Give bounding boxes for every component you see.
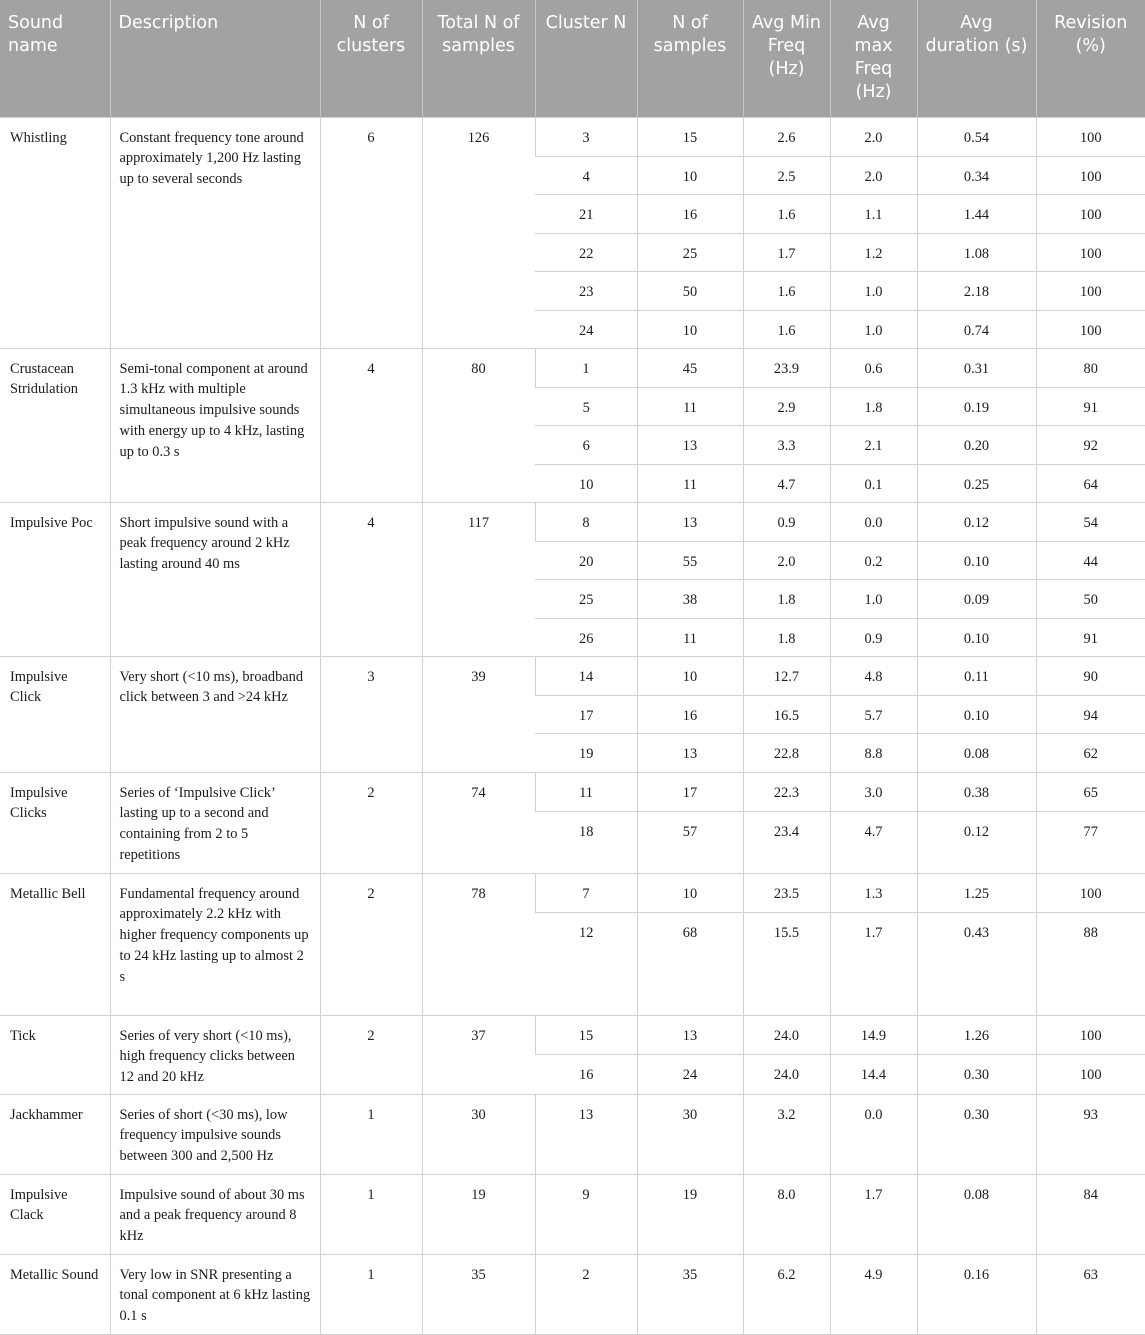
avg-max-freq-cell: 1.2: [830, 233, 917, 271]
n-samples-cell: 13: [637, 502, 743, 541]
sound-name-cell: Impulsive Poc: [0, 502, 110, 656]
revision-cell: 44: [1036, 541, 1145, 579]
n-samples-cell: 25: [637, 233, 743, 271]
avg-duration-cell: 0.31: [917, 348, 1036, 387]
total-samples-cell: 37: [422, 1015, 535, 1094]
n-clusters-cell: 1: [320, 1094, 422, 1174]
avg-max-freq-cell: 0.2: [830, 541, 917, 579]
description-cell: Series of short (<30 ms), low frequency impulsive sounds between 300 and 2,500 Hz: [110, 1094, 320, 1174]
revision-cell: 50: [1036, 579, 1145, 618]
cluster-n-cell: 24: [535, 310, 637, 348]
cluster-n-cell: 4: [535, 156, 637, 194]
table-header: [0, 0, 1145, 117]
avg-max-freq-cell: 1.1: [830, 194, 917, 233]
cluster-n-cell: 11: [535, 772, 637, 811]
avg-duration-cell: 0.09: [917, 579, 1036, 618]
n-clusters-cell: 3: [320, 656, 422, 772]
n-samples-cell: 10: [637, 310, 743, 348]
avg-max-freq-cell: 0.1: [830, 464, 917, 502]
table-row: [0, 1254, 1145, 1334]
description-cell: Very short (<10 ms), broadband click between 3 and >24 kHz: [110, 656, 320, 772]
avg-min-freq-cell: 1.6: [743, 271, 830, 310]
sound-name-cell: Impulsive Clicks: [0, 772, 110, 873]
total-samples-cell: 19: [422, 1174, 535, 1254]
avg-min-freq-cell: 3.3: [743, 425, 830, 464]
avg-max-freq-cell: 14.9: [830, 1015, 917, 1054]
n-samples-cell: 30: [637, 1094, 743, 1174]
n-samples-cell: 38: [637, 579, 743, 618]
avg-max-freq-cell: 2.1: [830, 425, 917, 464]
cluster-n-cell: 25: [535, 579, 637, 618]
n-clusters-cell: 2: [320, 1015, 422, 1094]
cluster-n-cell: 14: [535, 656, 637, 695]
table-row: [0, 873, 1145, 912]
avg-max-freq-cell: 1.7: [830, 1174, 917, 1254]
avg-duration-cell: 0.11: [917, 656, 1036, 695]
avg-duration-cell: 0.10: [917, 541, 1036, 579]
revision-cell: 84: [1036, 1174, 1145, 1254]
revision-cell: 100: [1036, 1054, 1145, 1094]
sound-name-cell: Metallic Sound: [0, 1254, 110, 1334]
table-row: [0, 348, 1145, 387]
cluster-n-cell: 7: [535, 873, 637, 912]
n-clusters-cell: 6: [320, 117, 422, 348]
avg-max-freq-cell: 4.7: [830, 811, 917, 873]
revision-cell: 90: [1036, 656, 1145, 695]
n-samples-cell: 45: [637, 348, 743, 387]
total-samples-cell: 39: [422, 656, 535, 772]
cluster-n-cell: 8: [535, 502, 637, 541]
description-cell: Series of very short (<10 ms), high frequency clicks between 12 and 20 kHz: [110, 1015, 320, 1094]
revision-cell: 92: [1036, 425, 1145, 464]
description-cell: Semi-tonal component at around 1.3 kHz with multiple simultaneous impulsive sounds with energy up to 4 kHz, lasting up to 0.3 s: [110, 348, 320, 502]
avg-duration-header: Avg duration (s): [917, 0, 1036, 117]
avg-duration-cell: 0.19: [917, 387, 1036, 425]
avg-min-freq-header: Avg Min Freq (Hz): [743, 0, 830, 117]
description-cell: Fundamental frequency around approximately 2.2 kHz with higher frequency components up to 24 kHz lasting up to almost 2 s: [110, 873, 320, 1015]
description-cell: Impulsive sound of about 30 ms and a peak frequency around 8 kHz: [110, 1174, 320, 1254]
cluster-n-cell: 18: [535, 811, 637, 873]
avg-max-freq-cell: 0.0: [830, 502, 917, 541]
avg-duration-cell: 0.54: [917, 117, 1036, 156]
revision-header: Revision (%): [1036, 0, 1145, 117]
sound-name-cell: Crustacean Stridulation: [0, 348, 110, 502]
n-samples-cell: 11: [637, 387, 743, 425]
total-samples-cell: 80: [422, 348, 535, 502]
avg-duration-cell: 1.08: [917, 233, 1036, 271]
avg-max-freq-cell: 2.0: [830, 117, 917, 156]
avg-duration-cell: 1.25: [917, 873, 1036, 912]
avg-max-freq-cell: 2.0: [830, 156, 917, 194]
description-cell: Very low in SNR presenting a tonal component at 6 kHz lasting 0.1 s: [110, 1254, 320, 1334]
cluster-n-cell: 6: [535, 425, 637, 464]
avg-duration-cell: 0.12: [917, 811, 1036, 873]
total-samples-cell: 30: [422, 1094, 535, 1174]
avg-min-freq-cell: 2.5: [743, 156, 830, 194]
total-samples-cell: 74: [422, 772, 535, 873]
revision-cell: 65: [1036, 772, 1145, 811]
n-clusters-cell: 1: [320, 1174, 422, 1254]
n-samples-cell: 17: [637, 772, 743, 811]
table-row: [0, 117, 1145, 156]
revision-cell: 100: [1036, 156, 1145, 194]
avg-duration-cell: 0.08: [917, 1174, 1036, 1254]
avg-min-freq-cell: 23.9: [743, 348, 830, 387]
n-samples-cell: 35: [637, 1254, 743, 1334]
avg-min-freq-cell: 23.4: [743, 811, 830, 873]
avg-max-freq-cell: 1.7: [830, 912, 917, 1015]
n-samples-cell: 13: [637, 1015, 743, 1054]
avg-max-freq-header: Avg max Freq (Hz): [830, 0, 917, 117]
table-row: [0, 502, 1145, 541]
n-samples-header: N of samples: [637, 0, 743, 117]
table-body: [0, 117, 1145, 1334]
avg-min-freq-cell: 1.8: [743, 579, 830, 618]
n-samples-cell: 68: [637, 912, 743, 1015]
avg-min-freq-cell: 2.0: [743, 541, 830, 579]
avg-duration-cell: 0.10: [917, 695, 1036, 733]
table-row: [0, 1015, 1145, 1054]
cluster-n-cell: 16: [535, 1054, 637, 1094]
n-samples-cell: 16: [637, 695, 743, 733]
n-clusters-cell: 2: [320, 873, 422, 1015]
revision-cell: 100: [1036, 873, 1145, 912]
sound-name-cell: Whistling: [0, 117, 110, 348]
revision-cell: 63: [1036, 1254, 1145, 1334]
n-samples-cell: 24: [637, 1054, 743, 1094]
total-samples-cell: 126: [422, 117, 535, 348]
cluster-n-cell: 21: [535, 194, 637, 233]
avg-duration-cell: 0.30: [917, 1054, 1036, 1094]
avg-max-freq-cell: 1.0: [830, 579, 917, 618]
table-row: [0, 1174, 1145, 1254]
cluster-n-cell: 1: [535, 348, 637, 387]
sound-name-cell: Impulsive Clack: [0, 1174, 110, 1254]
cluster-n-cell: 23: [535, 271, 637, 310]
avg-duration-cell: 2.18: [917, 271, 1036, 310]
cluster-n-cell: 5: [535, 387, 637, 425]
revision-cell: 100: [1036, 271, 1145, 310]
revision-cell: 88: [1036, 912, 1145, 1015]
revision-cell: 100: [1036, 310, 1145, 348]
avg-min-freq-cell: 6.2: [743, 1254, 830, 1334]
sound-name-cell: Tick: [0, 1015, 110, 1094]
cluster-n-cell: 26: [535, 618, 637, 656]
avg-max-freq-cell: 3.0: [830, 772, 917, 811]
cluster-n-cell: 9: [535, 1174, 637, 1254]
n-samples-cell: 55: [637, 541, 743, 579]
revision-cell: 94: [1036, 695, 1145, 733]
avg-min-freq-cell: 22.3: [743, 772, 830, 811]
avg-max-freq-cell: 4.9: [830, 1254, 917, 1334]
description-header: Description: [110, 0, 320, 117]
cluster-n-cell: 22: [535, 233, 637, 271]
avg-duration-cell: 0.10: [917, 618, 1036, 656]
avg-duration-cell: 0.16: [917, 1254, 1036, 1334]
sound-name-cell: Jackhammer: [0, 1094, 110, 1174]
avg-min-freq-cell: 24.0: [743, 1015, 830, 1054]
n-samples-cell: 15: [637, 117, 743, 156]
avg-duration-cell: 0.12: [917, 502, 1036, 541]
avg-max-freq-cell: 0.6: [830, 348, 917, 387]
header-row: [0, 0, 1145, 117]
avg-max-freq-cell: 1.0: [830, 271, 917, 310]
avg-duration-cell: 0.25: [917, 464, 1036, 502]
cluster-n-cell: 12: [535, 912, 637, 1015]
revision-cell: 91: [1036, 618, 1145, 656]
n-samples-cell: 10: [637, 156, 743, 194]
avg-min-freq-cell: 3.2: [743, 1094, 830, 1174]
n-clusters-cell: 2: [320, 772, 422, 873]
avg-min-freq-cell: 8.0: [743, 1174, 830, 1254]
n-clusters-header: N of clusters: [320, 0, 422, 117]
n-samples-cell: 11: [637, 618, 743, 656]
description-cell: Short impulsive sound with a peak frequency around 2 kHz lasting around 40 ms: [110, 502, 320, 656]
sound-name-cell: Impulsive Click: [0, 656, 110, 772]
sound-name-cell: Metallic Bell: [0, 873, 110, 1015]
total-samples-cell: 117: [422, 502, 535, 656]
avg-duration-cell: 0.38: [917, 772, 1036, 811]
cluster-n-cell: 19: [535, 733, 637, 772]
avg-min-freq-cell: 24.0: [743, 1054, 830, 1094]
avg-min-freq-cell: 1.8: [743, 618, 830, 656]
avg-duration-cell: 0.74: [917, 310, 1036, 348]
total-samples-cell: 78: [422, 873, 535, 1015]
avg-duration-cell: 0.30: [917, 1094, 1036, 1174]
avg-max-freq-cell: 4.8: [830, 656, 917, 695]
revision-cell: 64: [1036, 464, 1145, 502]
total-samples-cell: 35: [422, 1254, 535, 1334]
avg-max-freq-cell: 1.3: [830, 873, 917, 912]
avg-min-freq-cell: 1.6: [743, 194, 830, 233]
avg-min-freq-cell: 1.6: [743, 310, 830, 348]
description-cell: Series of ‘Impulsive Click’ lasting up to a second and containing from 2 to 5 repetitions: [110, 772, 320, 873]
description-cell: Constant frequency tone around approximately 1,200 Hz lasting up to several seconds: [110, 117, 320, 348]
avg-duration-cell: 0.08: [917, 733, 1036, 772]
sound-name-header: Sound name: [0, 0, 110, 117]
n-samples-cell: 13: [637, 425, 743, 464]
n-samples-cell: 19: [637, 1174, 743, 1254]
revision-cell: 77: [1036, 811, 1145, 873]
avg-max-freq-cell: 0.0: [830, 1094, 917, 1174]
revision-cell: 62: [1036, 733, 1145, 772]
avg-min-freq-cell: 4.7: [743, 464, 830, 502]
n-samples-cell: 16: [637, 194, 743, 233]
n-clusters-cell: 1: [320, 1254, 422, 1334]
revision-cell: 100: [1036, 233, 1145, 271]
total-samples-header: Total N of samples: [422, 0, 535, 117]
n-samples-cell: 10: [637, 656, 743, 695]
avg-min-freq-cell: 12.7: [743, 656, 830, 695]
revision-cell: 100: [1036, 194, 1145, 233]
avg-duration-cell: 0.34: [917, 156, 1036, 194]
n-samples-cell: 50: [637, 271, 743, 310]
n-clusters-cell: 4: [320, 348, 422, 502]
cluster-n-cell: 13: [535, 1094, 637, 1174]
n-samples-cell: 10: [637, 873, 743, 912]
table-row: [0, 656, 1145, 695]
revision-cell: 93: [1036, 1094, 1145, 1174]
avg-max-freq-cell: 8.8: [830, 733, 917, 772]
revision-cell: 100: [1036, 1015, 1145, 1054]
avg-duration-cell: 0.20: [917, 425, 1036, 464]
cluster-n-cell: 17: [535, 695, 637, 733]
cluster-n-cell: 10: [535, 464, 637, 502]
avg-min-freq-cell: 0.9: [743, 502, 830, 541]
n-samples-cell: 57: [637, 811, 743, 873]
cluster-n-cell: 2: [535, 1254, 637, 1334]
avg-min-freq-cell: 2.9: [743, 387, 830, 425]
cluster-n-cell: 3: [535, 117, 637, 156]
avg-min-freq-cell: 16.5: [743, 695, 830, 733]
n-samples-cell: 11: [637, 464, 743, 502]
avg-min-freq-cell: 23.5: [743, 873, 830, 912]
avg-duration-cell: 1.44: [917, 194, 1036, 233]
avg-max-freq-cell: 14.4: [830, 1054, 917, 1094]
revision-cell: 91: [1036, 387, 1145, 425]
table-row: [0, 1094, 1145, 1174]
avg-max-freq-cell: 0.9: [830, 618, 917, 656]
cluster-n-cell: 20: [535, 541, 637, 579]
cluster-n-cell: 15: [535, 1015, 637, 1054]
avg-max-freq-cell: 1.8: [830, 387, 917, 425]
avg-min-freq-cell: 15.5: [743, 912, 830, 1015]
avg-max-freq-cell: 5.7: [830, 695, 917, 733]
revision-cell: 54: [1036, 502, 1145, 541]
revision-cell: 100: [1036, 117, 1145, 156]
n-clusters-cell: 4: [320, 502, 422, 656]
avg-duration-cell: 0.43: [917, 912, 1036, 1015]
n-samples-cell: 13: [637, 733, 743, 772]
revision-cell: 80: [1036, 348, 1145, 387]
avg-duration-cell: 1.26: [917, 1015, 1036, 1054]
avg-min-freq-cell: 22.8: [743, 733, 830, 772]
table-row: [0, 772, 1145, 811]
avg-min-freq-cell: 2.6: [743, 117, 830, 156]
avg-min-freq-cell: 1.7: [743, 233, 830, 271]
avg-max-freq-cell: 1.0: [830, 310, 917, 348]
cluster-n-header: Cluster N: [535, 0, 637, 117]
